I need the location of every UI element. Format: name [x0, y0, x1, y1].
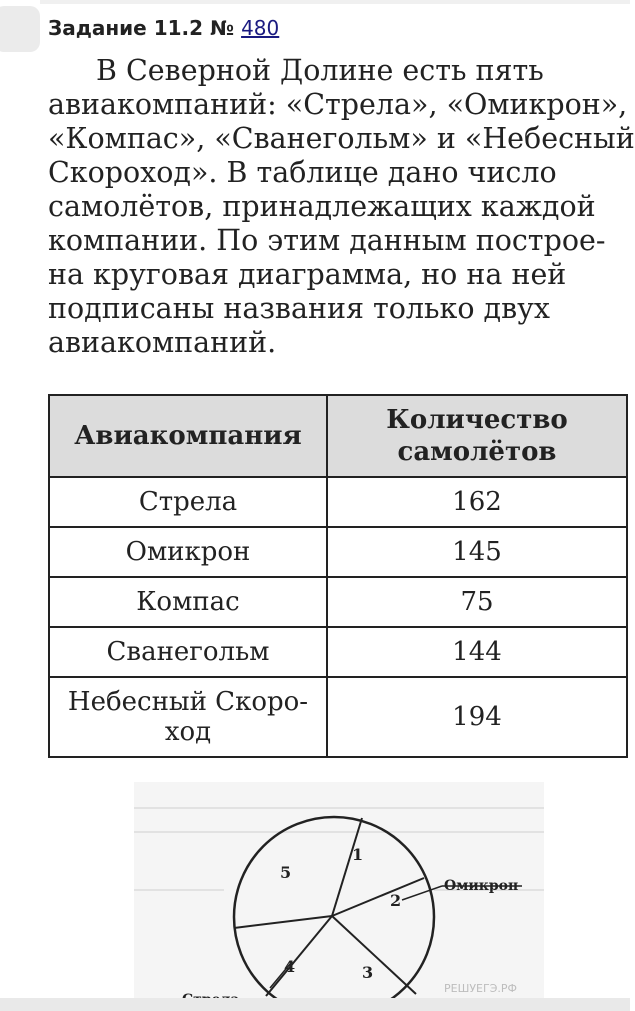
aircraft-count: 75 — [327, 577, 627, 627]
header-divider — [40, 0, 630, 4]
table-row — [49, 677, 627, 757]
aircraft-count: 144 — [327, 627, 627, 677]
airline-name: Компас — [49, 577, 327, 627]
table-row — [49, 627, 627, 677]
tab-corner — [0, 6, 40, 52]
problem-line: компании. По этим данным построе- — [48, 224, 606, 257]
problem-line: авиакомпаний: «Стрела», «Омикрон», — [48, 88, 628, 121]
sector-label: 5 — [280, 863, 292, 882]
pie-chart-svg — [134, 782, 544, 998]
airline-name: Стрела — [49, 477, 327, 527]
bottom-bar — [0, 998, 630, 1011]
pie-chart-image — [134, 782, 544, 998]
table-row — [49, 577, 627, 627]
task-title-prefix: Задание 11.2 № — [48, 16, 235, 40]
problem-line: Скороход». В таблице дано число — [48, 156, 557, 189]
table-row — [49, 477, 627, 527]
callout-label-omicron: Омикрон — [444, 878, 519, 894]
watermark: РЕШУЕГЭ.РФ — [444, 982, 517, 995]
sector-label: 4 — [284, 957, 296, 976]
table-header-row — [49, 395, 627, 477]
airline-table — [48, 394, 628, 758]
sector-label: 1 — [352, 845, 364, 864]
problem-line: самолётов, принадлежащих каждой — [48, 190, 596, 223]
aircraft-count: 162 — [327, 477, 627, 527]
problem-text — [48, 54, 635, 360]
problem-line: В Северной Долине есть пять — [96, 54, 544, 87]
sector-label: 2 — [390, 891, 402, 910]
table-row — [49, 527, 627, 577]
sector-label: 3 — [362, 963, 374, 982]
problem-line: авиакомпаний. — [48, 326, 277, 359]
task-number-link[interactable]: 480 — [241, 16, 280, 40]
airline-name: Омикрон — [49, 527, 327, 577]
problem-line: на круговая диаграмма, но на ней — [48, 258, 567, 291]
aircraft-count: 145 — [327, 527, 627, 577]
problem-line: «Компас», «Сванегольм» и «Небесный — [48, 122, 635, 155]
airline-name: Сванегольм — [49, 627, 327, 677]
header-airline: Авиакомпания — [49, 395, 327, 477]
airline-name: Небесный Скоро-ход — [49, 677, 327, 757]
aircraft-count: 194 — [327, 677, 627, 757]
task-title — [48, 16, 279, 40]
header-aircraft-count: Количество самолётов — [327, 395, 627, 477]
problem-line: подписаны названия только двух — [48, 292, 550, 325]
